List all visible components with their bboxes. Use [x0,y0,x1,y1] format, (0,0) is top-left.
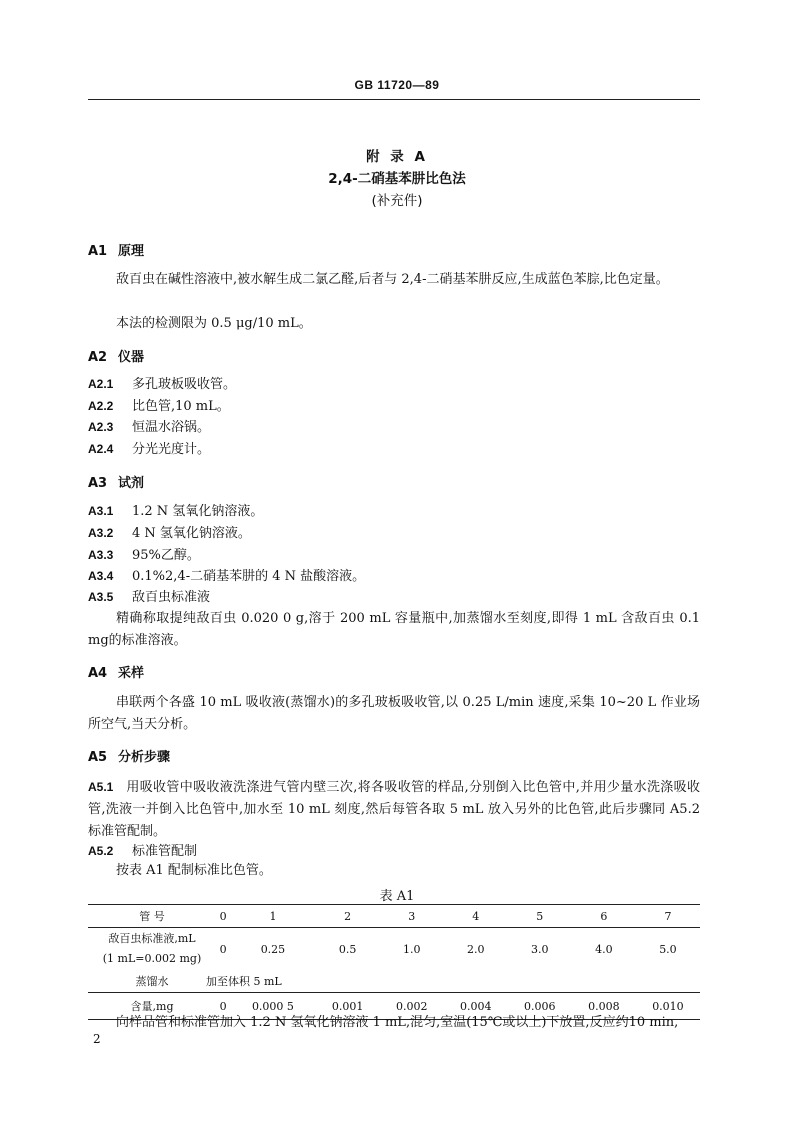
row-label-line: 敌百虫标准液,mL [108,932,196,945]
list-item [88,566,365,587]
section-a5-heading [88,746,170,765]
item-number: A2.3 [88,420,114,434]
table-cell: 0 [216,993,230,1020]
table-cell: 1.0 [402,942,421,956]
table-row [88,970,700,993]
list-item [88,523,251,544]
table-cell: 0.002 [380,993,444,1020]
a5-1-text: 用吸收管中吸收液洗涤进气管内壁三次,将各吸收管的样品,分别倒入比色管中,并用少量水洗涤吸收管,洗液一并倒入比色管中,加水至 10 mL 刻度,然后每管各取 5 mL 放入另外的比色管,此后步骤同 A5.2 标准管配制。 [88,780,700,839]
table-cell: 0.004 [444,993,508,1020]
table-header-row [88,905,700,928]
section-a4-heading [88,662,144,681]
list-item [88,439,210,460]
item-text: 95%乙醇。 [132,548,200,563]
water-volume-note: 加至体积 5 mL [206,975,282,988]
table-header-cell: 4 [444,905,508,928]
table-cell [206,970,700,993]
table-header-cell: 1 [230,905,315,928]
item-text: 多孔玻板吸收管。 [132,377,237,392]
a1-paragraph-1: 敌百虫在碱性溶液中,被水解生成二氯乙醛,后者与 2,4-二硝基苯肼反应,生成蓝色苯腙,比色定量。 [116,272,669,287]
section-number: A5 [88,750,108,765]
table-caption: 表 A1 [379,889,415,904]
table-header-cell: 7 [636,905,700,928]
section-number: A4 [88,666,108,681]
table-cell: 2.0 [467,942,485,956]
list-item [88,396,230,417]
section-number: A1 [88,244,108,259]
item-number: A2.1 [88,377,114,391]
item-number: A2.4 [88,442,114,456]
table-cell: 0.008 [572,993,636,1020]
table-header-cell: 6 [572,905,636,928]
table-cell: 0.000 5 [230,993,315,1020]
table-cell: 3.0 [531,942,549,956]
a4-paragraph: 串联两个各盛 10 mL 吸收液(蒸馏水)的多孔玻板吸收管,以 0.25 L/min 速度,采集 10~20 L 作业场所空气,当天分析。 [88,695,700,732]
row-label-line: (1 mL=0.002 mg) [102,952,202,965]
section-a1-heading [88,240,144,259]
table-cell: 0.010 [636,993,700,1020]
table-header-cell: 5 [508,905,572,928]
table-row-label [88,928,216,971]
appendix-title: 附 录 A [366,149,428,165]
item-text: 比色管,10 mL。 [132,399,230,414]
a5-2-paragraph: 按表 A1 配制标准比色管。 [116,863,272,878]
item-text: 分光光度计。 [132,442,211,457]
section-title: 分析步骤 [118,750,171,765]
standard-code-header: GB 11720—89 [354,78,440,92]
item-text: 4 N 氢氧化钠溶液。 [132,526,251,541]
section-title: 试剂 [118,476,145,491]
section-title: 仪器 [118,350,145,365]
table-row [88,928,700,971]
section-number: A3 [88,476,108,491]
table-row-label: 蒸馏水 [135,975,169,988]
table-cell: 0.006 [508,993,572,1020]
item-number: A2.2 [88,399,114,413]
appendix-note: (补充件) [371,193,423,209]
item-text: 敌百虫标准液 [132,590,211,605]
header-rule [88,99,700,100]
table-cell: 0.001 [316,993,380,1020]
standard-tube-table [88,904,700,1020]
item-number: A5.1 [88,780,114,794]
a3-5-paragraph: 精确称取提纯敌百虫 0.020 0 g,溶于 200 mL 容量瓶中,加蒸馏水至刻度,即得 1 mL 含敌百虫 0.1 mg的标准溶液。 [88,611,700,648]
list-item [88,587,210,608]
table-header-cell: 3 [380,905,444,928]
item-number: A3.3 [88,548,114,562]
section-a2-heading [88,346,144,365]
table-row-label: 含量,mg [88,993,216,1020]
item-number: A3.4 [88,569,114,583]
item-number: A5.2 [88,844,114,858]
page-number: 2 [93,1032,101,1046]
section-a3-heading [88,472,144,491]
table-cell: 4.0 [595,942,613,956]
table-cell: 0 [219,942,227,956]
list-item [88,417,210,438]
item-text: 1.2 N 氢氧化钠溶液。 [132,504,264,519]
item-number: A3.2 [88,526,114,540]
a5-1-paragraph [88,776,700,843]
appendix-subtitle: 2,4-二硝基苯肼比色法 [328,171,466,187]
item-number: A3.1 [88,504,114,518]
table-header-cell: 0 [216,905,230,928]
list-item [88,374,236,395]
section-title: 原理 [118,244,145,259]
item-number: A3.5 [88,590,114,604]
a1-paragraph-2: 本法的检测限为 0.5 μg/10 mL。 [116,316,312,331]
closing-paragraph: 向样品管和标准管加入 1.2 N 氢氧化钠溶液 1 mL,混匀,室温(15℃或以上)下放置,反应约10 min, [116,1015,679,1030]
list-item [88,545,200,566]
table-cell: 5.0 [659,942,677,956]
item-text: 标准管配制 [132,844,198,859]
table-header-cell: 2 [316,905,380,928]
table-header-cell: 管 号 [88,905,216,928]
section-title: 采样 [118,666,145,681]
section-number: A2 [88,350,108,365]
table-cell: 0.5 [338,942,357,956]
item-text: 恒温水浴锅。 [132,420,211,435]
list-item [88,501,263,522]
item-text: 0.1%2,4-二硝基苯肼的 4 N 盐酸溶液。 [132,569,366,584]
list-item [88,841,197,862]
table-cell: 0.25 [260,942,286,956]
